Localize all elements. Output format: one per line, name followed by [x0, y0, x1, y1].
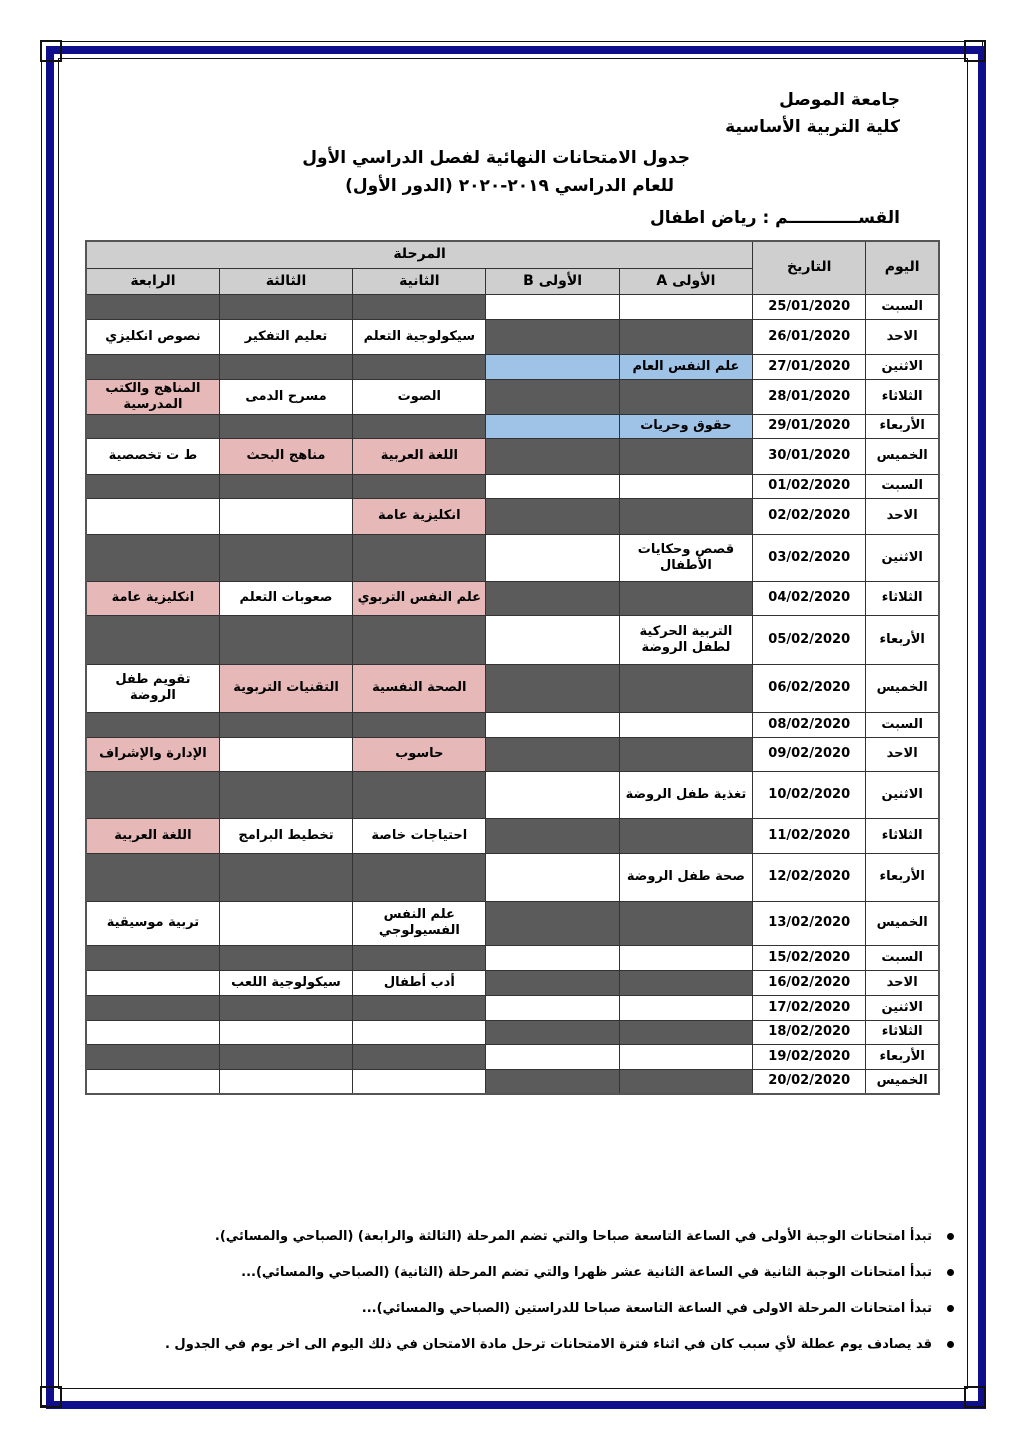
exam-cell-stage-4 — [86, 1069, 219, 1094]
day-cell: الخميس — [866, 664, 939, 712]
schedule-row — [86, 498, 939, 534]
note-text: تبدأ امتحانات المرحلة الاولى في الساعة التاسعة صباحا للدراستين (الصباحي والمسائي)... — [361, 1301, 932, 1316]
frame-corner-ornament — [40, 1386, 62, 1408]
day-cell: الأربعاء — [866, 1044, 939, 1069]
header-stage-1a: الأولى A — [619, 268, 752, 294]
exam-cell-stage-1b — [486, 853, 619, 901]
schedule-row — [86, 970, 939, 995]
exam-cell-stage-3 — [219, 737, 352, 771]
date-cell: 03/02/2020 — [753, 534, 866, 581]
exam-cell-stage-1b — [486, 474, 619, 498]
exam-cell-stage-1b — [486, 818, 619, 853]
exam-cell-stage-4 — [86, 354, 219, 379]
day-cell: الخميس — [866, 1069, 939, 1094]
date-cell: 01/02/2020 — [753, 474, 866, 498]
schedule-row — [86, 818, 939, 853]
header-stage-4: الرابعة — [86, 268, 219, 294]
note-text: تبدأ امتحانات الوجبة الأولى في الساعة التاسعة صباحا والتي تضم المرحلة (الثالثة والرابعة) (الصباحي والمسائي). — [214, 1229, 932, 1244]
schedule-row — [86, 1044, 939, 1069]
exam-cell-stage-4 — [86, 1020, 219, 1044]
exam-cell-stage-3: سيكولوجية اللعب — [219, 970, 352, 995]
bullet-icon — [947, 1305, 954, 1312]
exam-cell-stage-3 — [219, 995, 352, 1020]
exam-cell-stage-2: احتياجات خاصة — [353, 818, 486, 853]
exam-cell-stage-3 — [219, 712, 352, 737]
exam-cell-stage-1a: حقوق وحريات — [619, 414, 752, 438]
note-text: تبدأ امتحانات الوجبة الثانية في الساعة الثانية عشر ظهرا والتي تضم المرحلة (الثانية) (الصباحي والمسائي)... — [241, 1265, 932, 1280]
exam-cell-stage-4 — [86, 712, 219, 737]
academic-year: للعام الدراسي ٢٠١٩-٢٠٢٠ (الدور الأول) — [345, 176, 674, 196]
exam-cell-stage-2 — [353, 1044, 486, 1069]
exam-cell-stage-2 — [353, 534, 486, 581]
exam-cell-stage-3 — [219, 615, 352, 664]
exam-cell-stage-1a — [619, 970, 752, 995]
date-cell: 06/02/2020 — [753, 664, 866, 712]
exam-cell-stage-4 — [86, 771, 219, 818]
schedule-row — [86, 771, 939, 818]
date-cell: 05/02/2020 — [753, 615, 866, 664]
header-stage-3: الثالثة — [219, 268, 352, 294]
exam-cell-stage-4 — [86, 474, 219, 498]
exam-cell-stage-4: تربية موسيقية — [86, 901, 219, 945]
exam-cell-stage-3 — [219, 474, 352, 498]
day-cell: الاحد — [866, 319, 939, 354]
exam-cell-stage-4 — [86, 970, 219, 995]
day-cell: الثلاثاء — [866, 818, 939, 853]
exam-cell-stage-1b — [486, 1020, 619, 1044]
exam-cell-stage-1a — [619, 737, 752, 771]
exam-cell-stage-1a — [619, 945, 752, 970]
exam-cell-stage-4 — [86, 615, 219, 664]
exam-cell-stage-2: الصوت — [353, 379, 486, 414]
date-cell: 02/02/2020 — [753, 498, 866, 534]
day-cell: الخميس — [866, 901, 939, 945]
day-cell: الخميس — [866, 438, 939, 474]
day-cell: الأربعاء — [866, 414, 939, 438]
schedule-row — [86, 737, 939, 771]
exam-cell-stage-1b — [486, 664, 619, 712]
header-stage: المرحلة — [86, 241, 753, 268]
exam-cell-stage-1b — [486, 1069, 619, 1094]
date-cell: 11/02/2020 — [753, 818, 866, 853]
exam-cell-stage-1a — [619, 712, 752, 737]
exam-cell-stage-2: علم النفس الفسيولوجي — [353, 901, 486, 945]
exam-cell-stage-3 — [219, 853, 352, 901]
exam-cell-stage-2: علم النفس التربوي — [353, 581, 486, 615]
frame-corner-ornament — [964, 1386, 986, 1408]
exam-cell-stage-1a: قصص وحكايات الأطفال — [619, 534, 752, 581]
date-cell: 10/02/2020 — [753, 771, 866, 818]
notes-list — [74, 1224, 954, 1368]
exam-cell-stage-3 — [219, 294, 352, 319]
exam-cell-stage-1a — [619, 581, 752, 615]
date-cell: 30/01/2020 — [753, 438, 866, 474]
frame-corner-ornament — [964, 40, 986, 62]
schedule-row — [86, 354, 939, 379]
exam-cell-stage-2 — [353, 294, 486, 319]
header-date: التاريخ — [753, 241, 866, 294]
note-item — [74, 1260, 954, 1296]
schedule-row — [86, 414, 939, 438]
schedule-row — [86, 995, 939, 1020]
note-item — [74, 1332, 954, 1368]
exam-cell-stage-2: اللغة العربية — [353, 438, 486, 474]
exam-cell-stage-1a — [619, 319, 752, 354]
exam-cell-stage-1a: تغذية طفل الروضة — [619, 771, 752, 818]
exam-cell-stage-1b — [486, 294, 619, 319]
date-cell: 26/01/2020 — [753, 319, 866, 354]
schedule-row — [86, 853, 939, 901]
schedule-row — [86, 1069, 939, 1094]
schedule-row — [86, 901, 939, 945]
schedule-body — [86, 294, 939, 1094]
exam-cell-stage-1a — [619, 818, 752, 853]
exam-cell-stage-1a — [619, 498, 752, 534]
exam-cell-stage-4 — [86, 853, 219, 901]
exam-cell-stage-4 — [86, 294, 219, 319]
date-cell: 04/02/2020 — [753, 581, 866, 615]
exam-cell-stage-3 — [219, 771, 352, 818]
exam-cell-stage-3: مناهج البحث — [219, 438, 352, 474]
exam-cell-stage-2 — [353, 414, 486, 438]
exam-cell-stage-2 — [353, 945, 486, 970]
date-cell: 13/02/2020 — [753, 901, 866, 945]
exam-cell-stage-1a — [619, 379, 752, 414]
date-cell: 12/02/2020 — [753, 853, 866, 901]
exam-cell-stage-4: المناهج والكتب المدرسية — [86, 379, 219, 414]
exam-cell-stage-1b — [486, 615, 619, 664]
exam-cell-stage-4 — [86, 414, 219, 438]
date-cell: 29/01/2020 — [753, 414, 866, 438]
exam-cell-stage-4 — [86, 498, 219, 534]
header-stage-1b: الأولى B — [486, 268, 619, 294]
day-cell: السبت — [866, 945, 939, 970]
exam-cell-stage-4: ط ت تخصصية — [86, 438, 219, 474]
exam-cell-stage-1a — [619, 1020, 752, 1044]
exam-cell-stage-1a — [619, 438, 752, 474]
schedule-row — [86, 534, 939, 581]
date-cell: 20/02/2020 — [753, 1069, 866, 1094]
exam-cell-stage-4 — [86, 995, 219, 1020]
bullet-icon — [947, 1341, 954, 1348]
day-cell: السبت — [866, 712, 939, 737]
exam-cell-stage-3: التقنيات التربوية — [219, 664, 352, 712]
exam-cell-stage-3 — [219, 1069, 352, 1094]
date-cell: 25/01/2020 — [753, 294, 866, 319]
exam-cell-stage-3 — [219, 354, 352, 379]
day-cell: الأربعاء — [866, 853, 939, 901]
college-name: كلية التربية الأساسية — [725, 117, 900, 137]
day-cell: الاثنين — [866, 771, 939, 818]
day-cell: الاحد — [866, 737, 939, 771]
exam-cell-stage-3: صعوبات التعلم — [219, 581, 352, 615]
day-cell: الثلاثاء — [866, 379, 939, 414]
exam-cell-stage-4: انكليزية عامة — [86, 581, 219, 615]
exam-cell-stage-1b — [486, 970, 619, 995]
exam-cell-stage-3 — [219, 1020, 352, 1044]
exam-cell-stage-4: تقويم طفل الروضة — [86, 664, 219, 712]
header-stage-2: الثانية — [353, 268, 486, 294]
document-title: جدول الامتحانات النهائية لفصل الدراسي الأول — [302, 148, 690, 168]
exam-cell-stage-4 — [86, 945, 219, 970]
exam-cell-stage-2 — [353, 1069, 486, 1094]
day-cell: السبت — [866, 294, 939, 319]
exam-cell-stage-3 — [219, 901, 352, 945]
exam-cell-stage-2 — [353, 615, 486, 664]
day-cell: الثلاثاء — [866, 581, 939, 615]
schedule-row — [86, 474, 939, 498]
exam-cell-stage-4 — [86, 1044, 219, 1069]
day-cell: الأربعاء — [866, 615, 939, 664]
date-cell: 16/02/2020 — [753, 970, 866, 995]
schedule-row — [86, 615, 939, 664]
schedule-row — [86, 294, 939, 319]
schedule-row — [86, 712, 939, 737]
exam-cell-stage-2: الصحة النفسية — [353, 664, 486, 712]
exam-cell-stage-1a: علم النفس العام — [619, 354, 752, 379]
note-item — [74, 1224, 954, 1260]
department-label: القســــــــــــم : رياض اطفال — [650, 208, 900, 228]
schedule-row — [86, 379, 939, 414]
exam-cell-stage-1b — [486, 414, 619, 438]
schedule-row — [86, 945, 939, 970]
exam-schedule-table — [85, 240, 940, 1095]
day-cell: الاثنين — [866, 534, 939, 581]
exam-cell-stage-2: حاسوب — [353, 737, 486, 771]
exam-cell-stage-1a — [619, 995, 752, 1020]
exam-cell-stage-1b — [486, 319, 619, 354]
exam-cell-stage-1a — [619, 901, 752, 945]
exam-cell-stage-2 — [353, 474, 486, 498]
exam-cell-stage-2 — [353, 771, 486, 818]
exam-cell-stage-3 — [219, 945, 352, 970]
exam-cell-stage-2 — [353, 853, 486, 901]
exam-cell-stage-3 — [219, 414, 352, 438]
schedule-row — [86, 319, 939, 354]
frame-corner-ornament — [40, 40, 62, 62]
exam-cell-stage-1b — [486, 534, 619, 581]
schedule-row — [86, 438, 939, 474]
date-cell: 28/01/2020 — [753, 379, 866, 414]
day-cell: الاثنين — [866, 995, 939, 1020]
date-cell: 17/02/2020 — [753, 995, 866, 1020]
exam-cell-stage-1b — [486, 945, 619, 970]
exam-cell-stage-1b — [486, 581, 619, 615]
schedule-row — [86, 1020, 939, 1044]
exam-cell-stage-2 — [353, 354, 486, 379]
date-cell: 09/02/2020 — [753, 737, 866, 771]
exam-cell-stage-1a — [619, 1069, 752, 1094]
exam-cell-stage-4: اللغة العربية — [86, 818, 219, 853]
exam-cell-stage-1a — [619, 294, 752, 319]
schedule-row — [86, 581, 939, 615]
day-cell: السبت — [866, 474, 939, 498]
exam-cell-stage-1b — [486, 354, 619, 379]
date-cell: 18/02/2020 — [753, 1020, 866, 1044]
date-cell: 08/02/2020 — [753, 712, 866, 737]
exam-cell-stage-4 — [86, 534, 219, 581]
note-item — [74, 1296, 954, 1332]
exam-cell-stage-1a — [619, 474, 752, 498]
exam-cell-stage-1b — [486, 1044, 619, 1069]
note-text: قد يصادف يوم عطلة لأي سبب كان في اثناء فترة الامتحانات ترحل مادة الامتحان في ذلك اليوم الى اخر يوم في الجدول . — [164, 1337, 932, 1352]
exam-cell-stage-1b — [486, 771, 619, 818]
bullet-icon — [947, 1269, 954, 1276]
exam-cell-stage-3 — [219, 534, 352, 581]
exam-cell-stage-4: نصوص انكليزي — [86, 319, 219, 354]
exam-cell-stage-3 — [219, 1044, 352, 1069]
exam-cell-stage-1b — [486, 737, 619, 771]
exam-cell-stage-2: سيكولوجية التعلم — [353, 319, 486, 354]
exam-cell-stage-2: أدب أطفال — [353, 970, 486, 995]
header-day: اليوم — [866, 241, 939, 294]
exam-cell-stage-2 — [353, 995, 486, 1020]
date-cell: 15/02/2020 — [753, 945, 866, 970]
day-cell: الاحد — [866, 970, 939, 995]
day-cell: الاحد — [866, 498, 939, 534]
exam-cell-stage-1b — [486, 712, 619, 737]
bullet-icon — [947, 1233, 954, 1240]
exam-cell-stage-1b — [486, 379, 619, 414]
schedule-row — [86, 664, 939, 712]
date-cell: 27/01/2020 — [753, 354, 866, 379]
exam-cell-stage-3 — [219, 498, 352, 534]
day-cell: الثلاثاء — [866, 1020, 939, 1044]
exam-cell-stage-1b — [486, 498, 619, 534]
exam-cell-stage-3: تخطيط البرامج — [219, 818, 352, 853]
exam-cell-stage-1a — [619, 1044, 752, 1069]
exam-cell-stage-1b — [486, 995, 619, 1020]
university-name: جامعة الموصل — [779, 90, 900, 110]
day-cell: الاثنين — [866, 354, 939, 379]
exam-cell-stage-1b — [486, 438, 619, 474]
exam-cell-stage-1b — [486, 901, 619, 945]
exam-cell-stage-1a — [619, 664, 752, 712]
exam-cell-stage-2: انكليزية عامة — [353, 498, 486, 534]
exam-cell-stage-3: تعليم التفكير — [219, 319, 352, 354]
exam-cell-stage-4: الإدارة والإشراف — [86, 737, 219, 771]
date-cell: 19/02/2020 — [753, 1044, 866, 1069]
exam-cell-stage-1a: التربية الحركية لطفل الروضة — [619, 615, 752, 664]
exam-cell-stage-2 — [353, 1020, 486, 1044]
exam-cell-stage-2 — [353, 712, 486, 737]
exam-cell-stage-3: مسرح الدمى — [219, 379, 352, 414]
exam-cell-stage-1a: صحة طفل الروضة — [619, 853, 752, 901]
